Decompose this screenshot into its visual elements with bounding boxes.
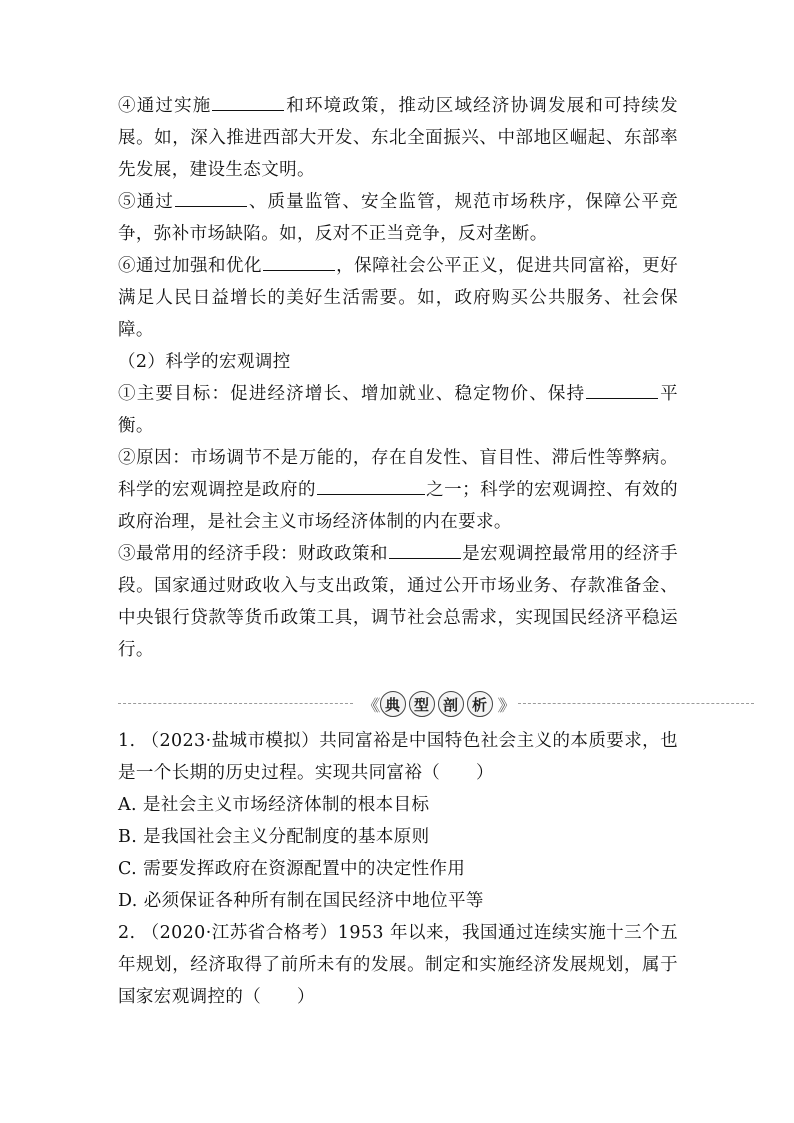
typical-analysis-badge	[356, 690, 516, 718]
paragraph-6	[118, 250, 678, 346]
paragraph-4-prefix: ④通过实施	[118, 96, 212, 116]
paragraph-reason-prefix: ②原因：市场调节不是万能的，存在自发性、盲目性、滞后性等弊病。科学的宏观调控是政府的	[118, 448, 678, 500]
fill-blank-1[interactable]	[212, 92, 284, 111]
question-2-stem: 2. （2020·江苏省合格考）1953 年以来，我国通过连续实施十三个五年规划，经济取得了前所未有的发展。制定和实施经济发展规划，属于国家宏观调控的（ ）	[118, 923, 678, 1007]
divider-line-left	[118, 703, 353, 704]
question-1-option-b[interactable]: B. 是我国社会主义分配制度的基本原则	[118, 827, 430, 847]
paragraph-means	[118, 538, 678, 666]
section-divider	[118, 690, 754, 718]
paragraph-4-suffix: 和环境政策，推动区域经济协调发展和可持续发展。如，深入推进西部大开发、东北全面振兴、中部地区崛起、东部率先发展，建设生态文明。	[118, 96, 679, 180]
left-chevrons-icon: 《《	[362, 695, 375, 715]
paragraph-goal-prefix: ①主要目标：促进经济增长、增加就业、稳定物价、保持	[118, 384, 586, 404]
badge-char: 析	[467, 691, 493, 717]
badge-chars	[380, 691, 493, 717]
paragraph-means-suffix: 是宏观调控最常用的经济手段。国家通过财政收入与支出政策，通过公开市场业务、存款准备金、中央银行贷款等货币政策工具，调节社会总需求，实现国民经济平稳运行。	[118, 544, 678, 660]
notes-section	[118, 90, 678, 666]
question-list	[118, 725, 678, 1013]
question-1-option-a[interactable]: A. 是社会主义市场经济体制的根本目标	[118, 795, 430, 815]
paragraph-reason-suffix: 之一；科学的宏观调控、有效的政府治理，是社会主义市场经济体制的内在要求。	[118, 480, 678, 532]
fill-blank-3[interactable]	[263, 252, 335, 271]
paragraph-6-prefix: ⑥通过加强和优化	[118, 256, 262, 276]
divider-line-right	[518, 703, 754, 704]
badge-char: 型	[409, 691, 435, 717]
paragraph-goal	[118, 378, 678, 442]
paragraph-5-suffix: 、质量监管、安全监管，规范市场秩序，保障公平竞争，弥补市场缺陷。如，反对不正当竞争，反对垄断。	[118, 192, 678, 244]
badge-char: 典	[380, 691, 406, 717]
right-chevrons-icon: 》》	[497, 695, 510, 715]
paragraph-4	[118, 90, 678, 186]
paragraph-5-prefix: ⑤通过	[118, 192, 175, 212]
paragraph-goal-suffix: 平衡。	[118, 384, 679, 436]
fill-blank-5[interactable]	[317, 476, 425, 495]
paragraph-means-prefix: ③最常用的经济手段：财政政策和	[118, 544, 388, 564]
paragraph-6-suffix: ，保障社会公平正义，促进共同富裕，更好满足人民日益增长的美好生活需要。如，政府购买公共服务、社会保障。	[118, 256, 678, 340]
badge-char: 剖	[438, 691, 464, 717]
paragraph-5	[118, 186, 678, 250]
fill-blank-6[interactable]	[389, 540, 461, 559]
question-1-stem: 1. （2023·盐城市模拟）共同富裕是中国特色社会主义的本质要求，也是一个长期的历史过程。实现共同富裕（ ）	[118, 731, 678, 783]
question-1-option-d[interactable]: D. 必须保证各种所有制在国民经济中地位平等	[118, 891, 484, 911]
paragraph-reason	[118, 442, 678, 538]
fill-blank-4[interactable]	[586, 380, 658, 399]
question-1-option-c[interactable]: C. 需要发挥政府在资源配置中的决定性作用	[118, 859, 466, 879]
fill-blank-2[interactable]	[175, 188, 247, 207]
section-title: （2）科学的宏观调控	[118, 352, 291, 372]
